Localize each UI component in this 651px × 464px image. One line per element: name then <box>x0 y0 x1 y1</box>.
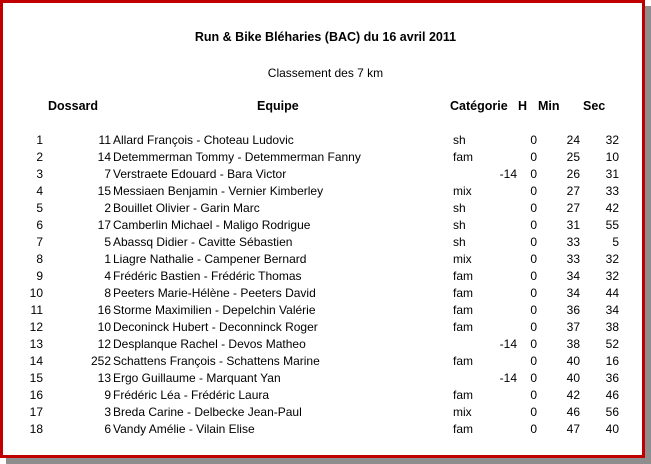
team-cell: Deconinck Hubert - Deconninck Roger <box>113 320 318 334</box>
category-cell: fam <box>453 320 474 334</box>
dossard-cell: 11 <box>98 133 111 147</box>
table-row <box>3 337 648 354</box>
team-cell: Vandy Amélie - Vilain Elise <box>113 422 255 436</box>
seconds-cell: 42 <box>605 201 619 215</box>
seconds-cell: 5 <box>612 235 619 249</box>
category-cell: sh <box>453 201 466 215</box>
team-cell: Verstraete Edouard - Bara Victor <box>113 167 287 181</box>
minutes-cell: 31 <box>566 218 580 232</box>
team-cell: Schattens François - Schattens Marine <box>113 354 320 368</box>
rank-cell: 10 <box>29 286 43 300</box>
header-sec: Sec <box>583 99 606 113</box>
hours-cell: 0 <box>530 422 537 436</box>
minutes-cell: 36 <box>566 303 580 317</box>
team-cell: Breda Carine - Delbecke Jean-Paul <box>113 405 302 419</box>
minutes-cell: 40 <box>566 371 580 385</box>
dossard-cell: 16 <box>97 303 111 317</box>
dossard-cell: 4 <box>104 269 111 283</box>
seconds-cell: 34 <box>605 303 619 317</box>
hours-cell: 0 <box>530 388 537 402</box>
minutes-cell: 33 <box>566 252 580 266</box>
team-cell: Frédéric Bastien - Frédéric Thomas <box>113 269 302 283</box>
dossard-cell: 15 <box>97 184 111 198</box>
header-dossard: Dossard <box>48 99 99 113</box>
rank-cell: 17 <box>29 405 43 419</box>
rank-cell: 6 <box>36 218 43 232</box>
seconds-cell: 56 <box>605 405 619 419</box>
rank-cell: 3 <box>36 167 43 181</box>
hours-cell: 0 <box>530 405 537 419</box>
hours-cell: 0 <box>530 303 537 317</box>
dossard-cell: 252 <box>90 354 111 368</box>
hours-cell: 0 <box>530 201 537 215</box>
team-cell: Allard François - Choteau Ludovic <box>113 133 294 147</box>
seconds-cell: 10 <box>605 150 619 164</box>
table-row <box>3 405 648 422</box>
team-cell: Abassq Didier - Cavitte Sébastien <box>113 235 293 249</box>
hours-cell: 0 <box>530 354 537 368</box>
rank-cell: 14 <box>29 354 43 368</box>
seconds-cell: 33 <box>605 184 619 198</box>
header-min: Min <box>538 99 560 113</box>
category-cell: mix <box>453 252 472 266</box>
dossard-cell: 9 <box>104 388 111 402</box>
dossard-cell: 13 <box>97 371 111 385</box>
table-row <box>3 133 648 150</box>
table-row <box>3 252 648 269</box>
category-cell: fam <box>453 354 474 368</box>
minutes-cell: 46 <box>566 405 580 419</box>
rank-cell: 16 <box>29 388 43 402</box>
category-cell: fam <box>453 286 474 300</box>
seconds-cell: 36 <box>605 371 619 385</box>
hours-cell: 0 <box>530 167 537 181</box>
rank-cell: 7 <box>36 235 43 249</box>
hours-cell: 0 <box>530 133 537 147</box>
team-cell: Messiaen Benjamin - Vernier Kimberley <box>113 184 324 198</box>
seconds-cell: 40 <box>605 422 619 436</box>
dossard-cell: 5 <box>104 235 111 249</box>
hours-cell: 0 <box>530 337 537 351</box>
rank-cell: 4 <box>36 184 43 198</box>
rank-cell: 9 <box>36 269 43 283</box>
team-cell: Frédéric Léa - Frédéric Laura <box>113 388 270 402</box>
table-row <box>3 320 648 337</box>
team-cell: Peeters Marie-Hélène - Peeters David <box>113 286 316 300</box>
handicap-cell: -14 <box>499 167 517 181</box>
category-cell: fam <box>453 269 474 283</box>
minutes-cell: 34 <box>566 286 580 300</box>
team-cell: Desplanque Rachel - Devos Matheo <box>113 337 306 351</box>
header-h: H <box>518 99 528 113</box>
rank-cell: 8 <box>36 252 43 266</box>
seconds-cell: 38 <box>605 320 619 334</box>
dossard-cell: 1 <box>104 252 111 266</box>
dossard-cell: 12 <box>97 337 111 351</box>
rank-cell: 18 <box>29 422 43 436</box>
table-row <box>3 218 648 235</box>
minutes-cell: 25 <box>566 150 580 164</box>
page-subtitle: Classement des 7 km <box>267 66 384 80</box>
team-cell: Detemmerman Tommy - Detemmerman Fanny <box>113 150 361 164</box>
category-cell: fam <box>453 150 474 164</box>
hours-cell: 0 <box>530 286 537 300</box>
seconds-cell: 32 <box>605 252 619 266</box>
category-cell: fam <box>453 422 474 436</box>
dossard-cell: 8 <box>104 286 111 300</box>
minutes-cell: 37 <box>566 320 580 334</box>
page-title: Run & Bike Bléharies (BAC) du 16 avril 2011 <box>194 30 457 44</box>
frame-shadow-bottom <box>6 458 651 464</box>
dossard-cell: 10 <box>97 320 111 334</box>
minutes-cell: 33 <box>566 235 580 249</box>
category-cell: fam <box>453 388 474 402</box>
table-row <box>3 235 648 252</box>
dossard-cell: 7 <box>104 167 111 181</box>
rank-cell: 13 <box>29 337 43 351</box>
minutes-cell: 40 <box>566 354 580 368</box>
header-equipe: Equipe <box>257 99 299 113</box>
team-cell: Storme Maximilien - Depelchin Valérie <box>113 303 316 317</box>
seconds-cell: 16 <box>605 354 619 368</box>
rank-cell: 15 <box>29 371 43 385</box>
table-row <box>3 184 648 201</box>
seconds-cell: 44 <box>605 286 619 300</box>
table-row <box>3 303 648 320</box>
rank-cell: 5 <box>36 201 43 215</box>
rank-cell: 11 <box>30 303 43 317</box>
dossard-cell: 6 <box>104 422 111 436</box>
rank-cell: 2 <box>36 150 43 164</box>
minutes-cell: 26 <box>566 167 580 181</box>
hours-cell: 0 <box>530 184 537 198</box>
table-row <box>3 422 648 439</box>
category-cell: mix <box>453 184 472 198</box>
table-row <box>3 201 648 218</box>
minutes-cell: 27 <box>566 201 580 215</box>
category-cell: mix <box>453 405 472 419</box>
minutes-cell: 27 <box>566 184 580 198</box>
category-cell: fam <box>453 303 474 317</box>
table-row <box>3 286 648 303</box>
category-cell: sh <box>453 218 466 232</box>
rank-cell: 12 <box>29 320 43 334</box>
category-cell: sh <box>453 235 466 249</box>
dossard-cell: 14 <box>97 150 111 164</box>
seconds-cell: 32 <box>605 269 619 283</box>
team-cell: Liagre Nathalie - Campener Bernard <box>113 252 307 266</box>
hours-cell: 0 <box>530 269 537 283</box>
dossard-cell: 3 <box>104 405 111 419</box>
handicap-cell: -14 <box>499 337 517 351</box>
table-row <box>3 269 648 286</box>
team-cell: Camberlin Michael - Maligo Rodrigue <box>113 218 311 232</box>
team-cell: Bouillet Olivier - Garin Marc <box>113 201 260 215</box>
seconds-cell: 52 <box>605 337 619 351</box>
table-row <box>3 167 648 184</box>
dossard-cell: 2 <box>104 201 111 215</box>
seconds-cell: 55 <box>605 218 619 232</box>
seconds-cell: 32 <box>605 133 619 147</box>
hours-cell: 0 <box>530 320 537 334</box>
minutes-cell: 38 <box>566 337 580 351</box>
team-cell: Ergo Guillaume - Marquant Yan <box>113 371 281 385</box>
minutes-cell: 24 <box>566 133 580 147</box>
hours-cell: 0 <box>530 252 537 266</box>
seconds-cell: 31 <box>605 167 619 181</box>
table-row <box>3 354 648 371</box>
table-row <box>3 371 648 388</box>
table-row <box>3 388 648 405</box>
table-row <box>3 150 648 167</box>
category-cell: sh <box>453 133 466 147</box>
minutes-cell: 42 <box>566 388 580 402</box>
minutes-cell: 47 <box>566 422 580 436</box>
hours-cell: 0 <box>530 218 537 232</box>
minutes-cell: 34 <box>566 269 580 283</box>
rank-cell: 1 <box>36 133 43 147</box>
seconds-cell: 46 <box>605 388 619 402</box>
dossard-cell: 17 <box>97 218 111 232</box>
hours-cell: 0 <box>530 235 537 249</box>
hours-cell: 0 <box>530 150 537 164</box>
hours-cell: 0 <box>530 371 537 385</box>
header-categorie: Catégorie <box>450 99 508 113</box>
handicap-cell: -14 <box>499 371 517 385</box>
